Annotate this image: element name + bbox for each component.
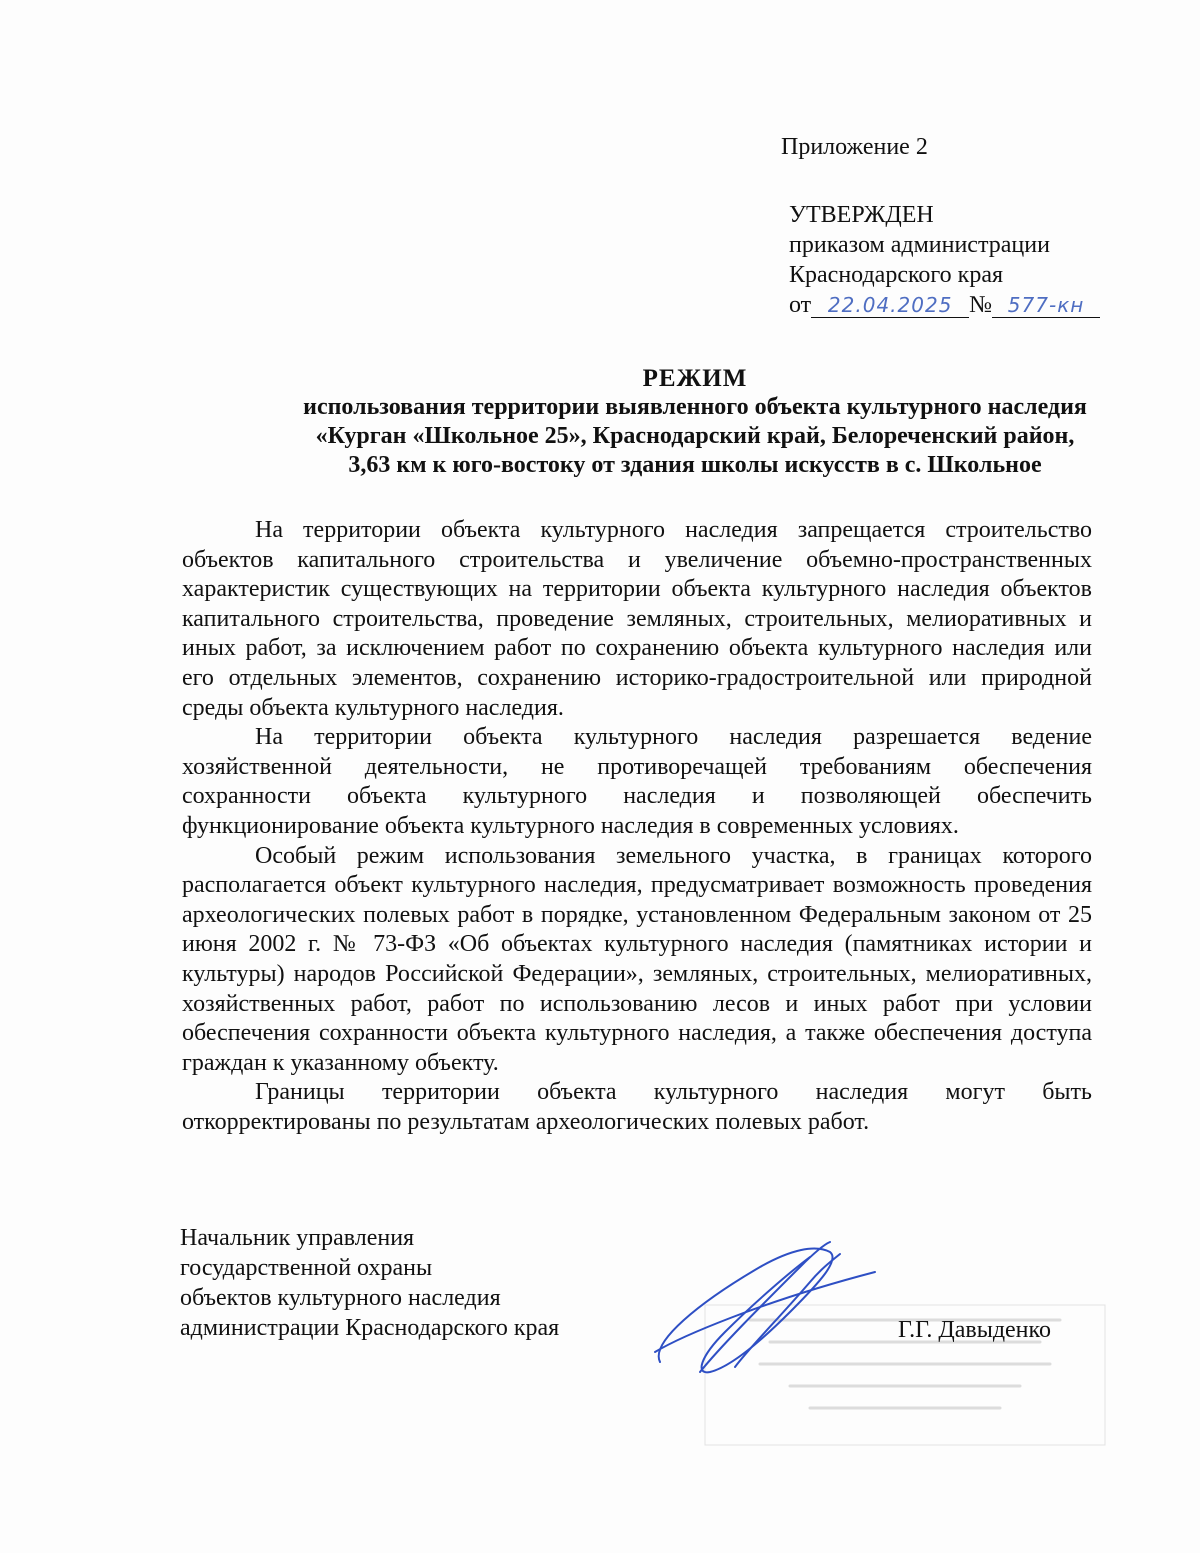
paragraph-special-regime: Особый режим использования земельного участка, в границах которого располагается объект культурного наследия, предусматривает возможность проведения археологических полевых работ в порядке, установленном Федеральным законом от 25 июня 2002 г. № 73-ФЗ «Об объектах культурного наследия (памятниках истории и культуры) народов Российской Федерации», земляных, строительных, мелиоративных, хозяйственных работ, работ по использованию лесов и иных работ при условии обеспечения сохранности объекта культурного наследия, а также обеспечения доступа граждан к указанному объекту. — [182, 842, 1092, 1076]
paragraph-boundaries: Границы территории объекта культурного наследия могут быть откорректированы по результатам археологических полевых работ. — [182, 1079, 1092, 1135]
appendix-label: Приложение 2 — [781, 134, 928, 160]
signatory-line-3: объектов культурного наследия — [180, 1285, 501, 1311]
title-main: РЕЖИМ — [642, 365, 748, 392]
signatory-position — [180, 1223, 559, 1343]
paragraph-permissions: На территории объекта культурного наследия разрешается ведение хозяйственной деятельности, не противоречащей требованиям обеспечения сохранности объекта культурного наследия и позволяющей обеспечить функционирование объекта культурного наследия в современных условиях. — [182, 724, 1092, 839]
order-number-handwritten: 577-кн — [1007, 293, 1085, 317]
title-line-3: 3,63 км к юго-востоку от здания школы искусств в с. Школьное — [348, 452, 1042, 478]
date-prefix: от — [789, 292, 812, 318]
order-date-field — [811, 293, 969, 318]
signatory-name: Г.Г. Давыденко — [898, 1317, 1051, 1343]
document-body — [182, 516, 1092, 1137]
order-date-handwritten: 22.04.2025 — [827, 293, 953, 317]
handwritten-signature — [640, 1232, 880, 1382]
document-title — [150, 364, 1200, 480]
approved-label: УТВЕРЖДЕН — [789, 202, 934, 228]
signatory-line-2: государственной охраны — [180, 1255, 433, 1281]
order-line-1: приказом администрации — [789, 232, 1050, 258]
signatory-line-1: Начальник управления — [180, 1225, 415, 1251]
order-line-2: Краснодарского края — [789, 262, 1004, 288]
title-line-1: использования территории выявленного объекта культурного наследия — [303, 394, 1087, 420]
signatory-line-4: администрации Краснодарского края — [180, 1315, 560, 1341]
paragraph-prohibitions: На территории объекта культурного наследия запрещается строительство объектов капитального строительства и увеличение объемно-пространственных характеристик существующих на территории объекта культурного наследия объектов капитального строительства, проведение земляных, строительных, мелиоративных и иных работ, за исключением работ по сохранению объекта культурного наследия или его отдельных элементов, сохранению историко-градостроительной или природной среды объекта культурного наследия. — [182, 517, 1092, 721]
order-number-field — [992, 293, 1100, 318]
title-line-2: «Курган «Школьное 25», Краснодарский край, Белореченский район, — [315, 423, 1075, 449]
order-date-number-line — [789, 290, 1100, 320]
approval-block — [789, 200, 1100, 320]
number-prefix: № — [969, 292, 993, 318]
